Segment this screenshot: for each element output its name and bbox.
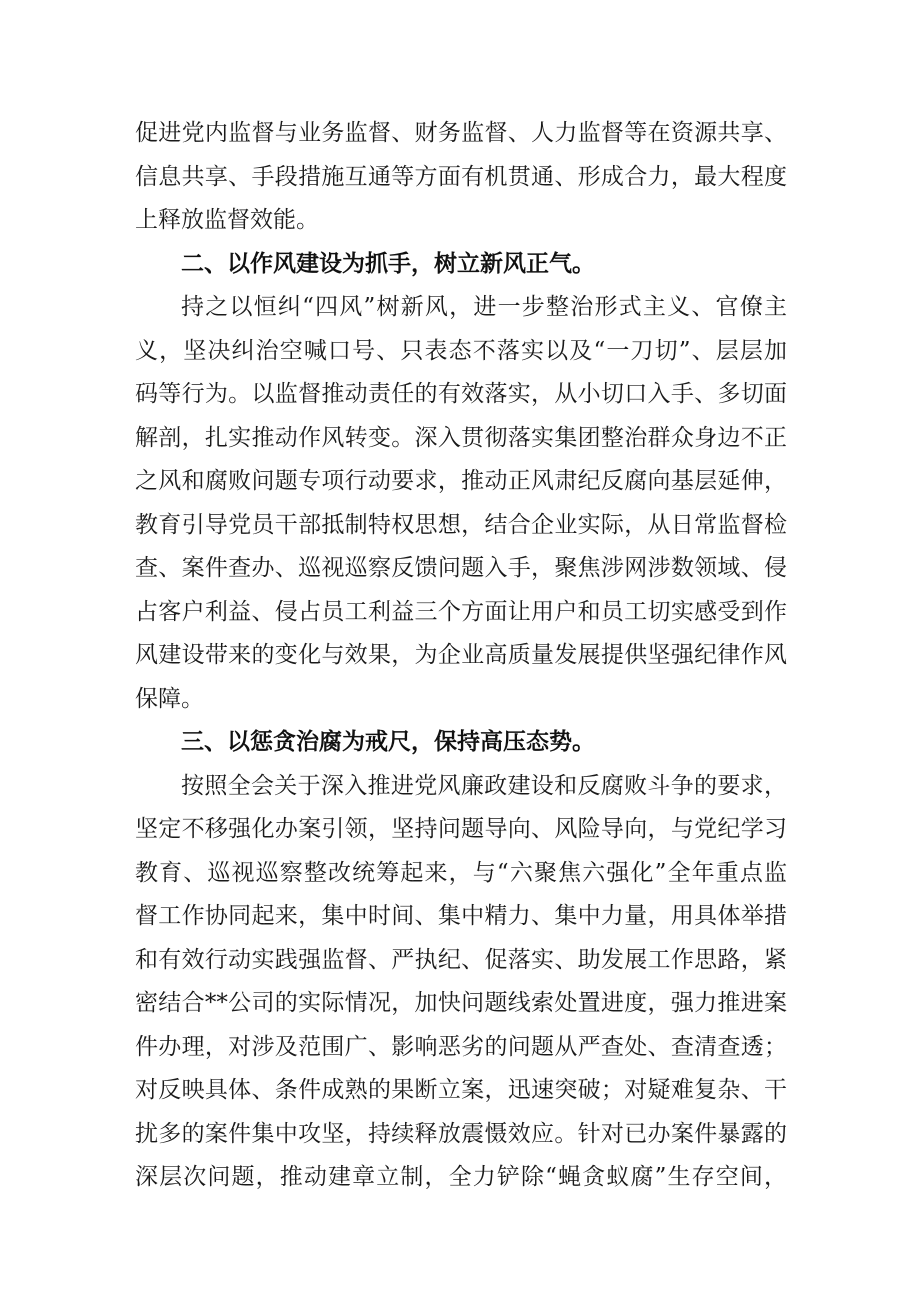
text-line: 上释放监督效能。 [135,207,319,233]
text-line: 持之以恒纠“四风”树新风，进一步整治形式主义、官僚主 [181,294,787,320]
text-line: 保障。 [135,685,204,712]
text-line: 促进党内监督与业务监督、财务监督、人力监督等在资源共享、 [135,120,787,146]
text-line: 教育、巡视巡察整改统筹起来，与“六聚焦六强化”全年重点监 [135,859,787,886]
paragraph-3 [135,765,787,1200]
paragraph-1 [135,112,787,243]
text-line: 查、案件查办、巡视巡察反馈问题入手，聚焦涉网涉数领域、侵 [135,555,787,581]
section-heading-3: 三、以惩贪治腐为戒尺，保持高压态势。 [181,729,595,755]
text-line: 坚定不移强化办案引领，坚持问题导向、风险导向，与党纪学习 [135,816,787,842]
paragraph-2 [135,286,787,721]
text-line: 深层次问题，推动建章立制，全力铲除“蝇贪蚁腐”生存空间， [135,1164,787,1190]
text-line: 扰多的案件集中攻坚，持续释放震慑效应。针对已办案件暴露的 [135,1120,787,1147]
section-heading-2: 二、以作风建设为抓手，树立新风正气。 [181,250,595,277]
text-line: 义，坚决纠治空喊口号、只表态不落实以及“一刀切”、层层加 [135,337,787,364]
text-line: 和有效行动实践强监督、严执纪、促落实、助发展工作思路，紧 [135,946,787,973]
text-line: 对反映具体、条件成熟的果断立案，迅速突破；对疑难复杂、干 [135,1077,787,1103]
text-line: 之风和腐败问题专项行动要求，推动正风肃纪反腐向基层延伸， [135,468,787,494]
text-line: 密结合**公司的实际情况，加快问题线索处置进度，强力推进案 [135,990,787,1016]
text-line: 按照全会关于深入推进党风廉政建设和反腐败斗争的要求， [181,772,787,799]
document-body [135,112,787,1200]
text-line: 督工作协同起来，集中时间、集中精力、集中力量，用具体举措 [135,903,787,929]
text-line: 风建设带来的变化与效果，为企业高质量发展提供坚强纪律作风 [135,642,787,668]
text-line: 占客户利益、侵占员工利益三个方面让用户和员工切实感受到作 [135,598,787,625]
text-line: 码等行为。以监督推动责任的有效落实，从小切口入手、多切面 [135,381,787,407]
text-line: 件办理，对涉及范围广、影响恶劣的问题从严查处、查清查透； [135,1033,787,1060]
text-line: 教育引导党员干部抵制特权思想，结合企业实际，从日常监督检 [135,511,787,538]
text-line: 信息共享、手段措施互通等方面有机贯通、形成合力，最大程度 [135,163,787,190]
text-line: 解剖，扎实推动作风转变。深入贯彻落实集团整治群众身边不正 [135,424,787,451]
